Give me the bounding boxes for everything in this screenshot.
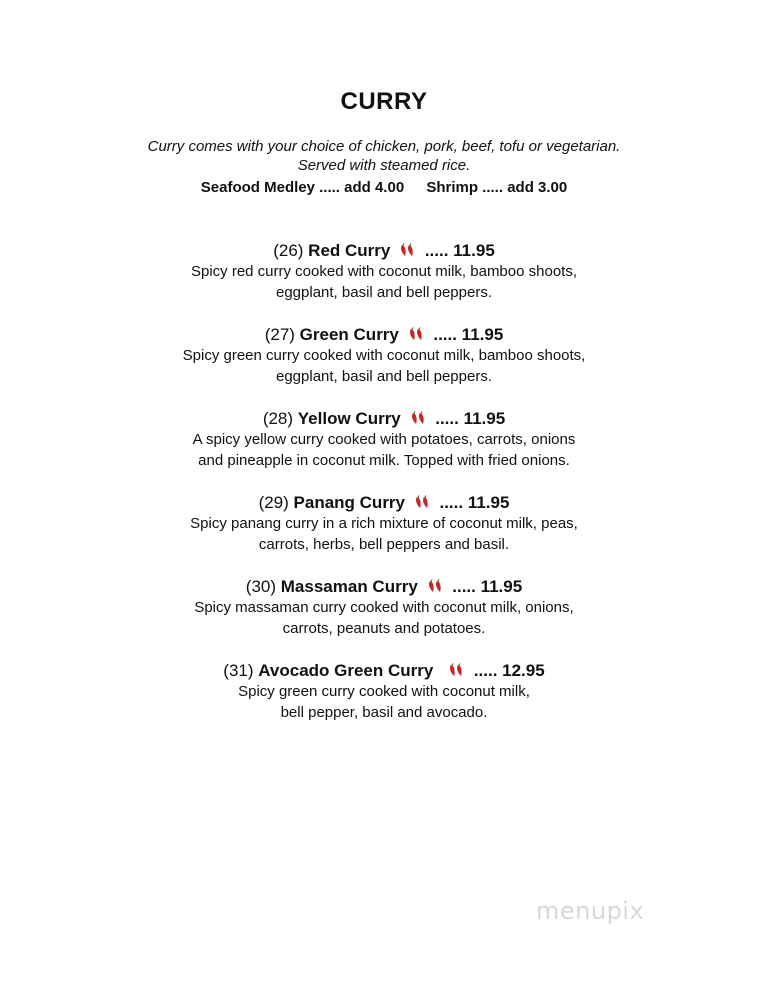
chili-pepper-icon <box>410 411 430 425</box>
chili-pepper-icon <box>414 495 434 509</box>
item-description-line-2: and pineapple in coconut milk. Topped with fried onions. <box>198 451 570 469</box>
item-name: Green Curry <box>299 325 399 344</box>
addon-prices <box>0 179 768 196</box>
item-header <box>0 660 768 682</box>
menu-item <box>0 660 768 723</box>
item-header <box>0 240 768 262</box>
item-price: ..... 11.95 <box>433 325 504 344</box>
item-description-line-1: Spicy massaman curry cooked with coconut milk, onions, <box>194 599 574 616</box>
chili-pepper-icon <box>399 243 419 257</box>
item-name: Yellow Curry <box>297 409 401 428</box>
item-header <box>0 492 768 514</box>
item-description-line-1: Spicy green curry cooked with coconut milk, <box>238 683 530 700</box>
item-number: (26) <box>273 241 304 260</box>
item-header <box>0 408 768 430</box>
intro-line-2: Served with steamed rice. <box>297 157 471 174</box>
intro-line-1: Curry comes with your choice of chicken, pork, beef, tofu or vegetarian. <box>147 138 621 155</box>
item-description-line-2: eggplant, basil and bell peppers. <box>276 367 492 385</box>
item-price: ..... 11.95 <box>439 493 510 512</box>
menu-item <box>0 324 768 387</box>
item-price: ..... 12.95 <box>473 661 545 680</box>
item-name: Massaman Curry <box>280 577 418 596</box>
chili-pepper-icon <box>448 663 468 677</box>
item-description-line-1: Spicy red curry cooked with coconut milk, bamboo shoots, <box>190 263 577 280</box>
page-title: CURRY <box>340 88 428 115</box>
item-description-line-2: carrots, herbs, bell peppers and basil. <box>258 535 510 553</box>
item-description-line-1: A spicy yellow curry cooked with potatoes, carrots, onions <box>192 431 576 448</box>
item-description-line-2: carrots, peanuts and potatoes. <box>282 619 486 637</box>
menu-item <box>0 492 768 555</box>
item-number: (31) <box>223 661 254 680</box>
item-name: Red Curry <box>308 241 391 260</box>
menupix-watermark: menupix <box>536 897 645 925</box>
addon-seafood: Seafood Medley ..... add 4.00 <box>200 179 405 196</box>
item-description-line-2: eggplant, basil and bell peppers. <box>276 283 492 301</box>
intro-text <box>0 137 768 175</box>
item-number: (28) <box>262 409 294 428</box>
item-header <box>0 324 768 346</box>
addon-shrimp: Shrimp ..... add 3.00 <box>426 179 568 196</box>
menu-item <box>0 408 768 471</box>
item-price: ..... 11.95 <box>452 577 523 596</box>
item-description-line-2: bell pepper, basil and avocado. <box>280 703 488 721</box>
item-name: Avocado Green Curry <box>258 661 434 680</box>
menu-item <box>0 240 768 303</box>
item-name: Panang Curry <box>293 493 406 512</box>
menu-item-list <box>0 240 768 744</box>
item-price: ..... 11.95 <box>435 409 506 428</box>
item-header <box>0 576 768 598</box>
item-description-line-1: Spicy green curry cooked with coconut milk, bamboo shoots, <box>182 347 586 364</box>
item-price: ..... 11.95 <box>424 241 495 260</box>
item-number: (29) <box>258 493 289 512</box>
item-number: (27) <box>264 325 295 344</box>
chili-pepper-icon <box>408 327 428 341</box>
menu-item <box>0 576 768 639</box>
item-number: (30) <box>245 577 277 596</box>
chili-pepper-icon <box>427 579 447 593</box>
item-description-line-1: Spicy panang curry in a rich mixture of coconut milk, peas, <box>190 515 578 532</box>
